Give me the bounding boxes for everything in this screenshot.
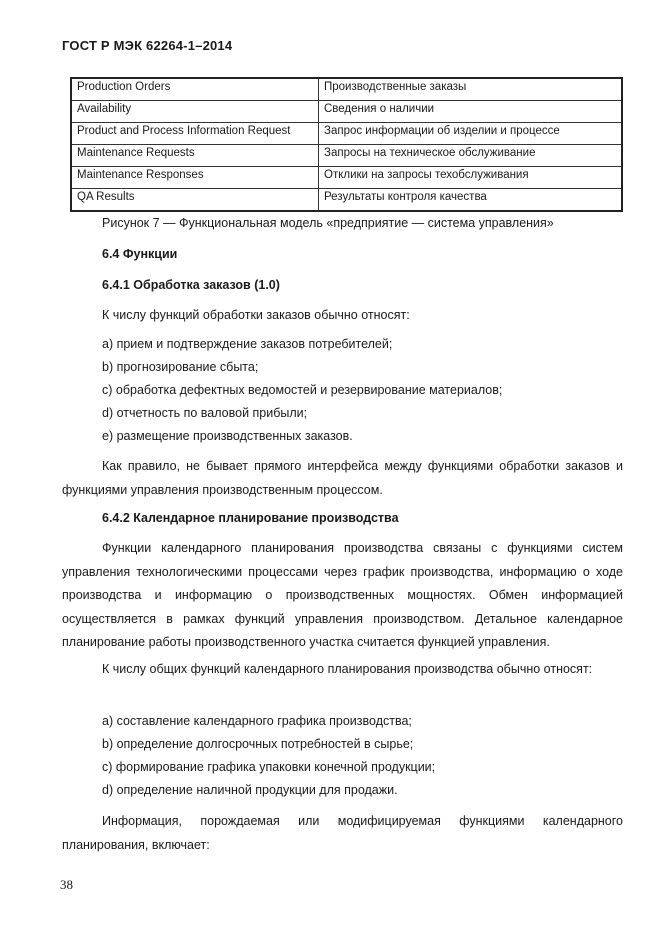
list-item: b) определение долгосрочных потребностей в сырье;: [102, 737, 414, 751]
subsection-heading-scheduling: 6.4.2 Календарное планирование производства: [102, 511, 399, 525]
list-item: d) отчетность по валовой прибыли;: [102, 406, 308, 420]
paragraph-scheduling-3: Информация, порождаемая или модифицируемая функциями календарного планирования, включает:: [62, 814, 623, 852]
table-row: [71, 123, 622, 145]
table-row: [71, 101, 622, 123]
terms-table: [70, 77, 623, 212]
table-cell-ru: Результаты контроля качества: [319, 189, 623, 212]
table-row: [71, 189, 622, 212]
subsection-heading-orders: 6.4.1 Обработка заказов (1.0): [102, 278, 280, 292]
page-number: 38: [60, 877, 73, 892]
list-item: a) составление календарного графика производства;: [102, 714, 412, 728]
table-row: [71, 145, 622, 167]
document-header-title: ГОСТ Р МЭК 62264-1–2014: [62, 38, 233, 53]
paragraph-note: Как правило, не бывает прямого интерфейса между функциями обработки заказов и функциями управления производственным процессом.: [62, 459, 623, 497]
table-cell-ru: Запрос информации об изделии и процессе: [319, 123, 623, 145]
list-item: a) прием и подтверждение заказов потребителей;: [102, 337, 393, 351]
paragraph-scheduling-1: Функции календарного планирования производства связаны с функциями систем управления технологическими процессами через график производства, информацию о ходе производства и информацию о производственных мощностях. Обмен информацией осуществляется в рамках функций управления производством. Детальное календарное планирование работы производственного участка считается функцией управления.: [62, 541, 623, 649]
list-item: d) определение наличной продукции для продажи.: [102, 783, 398, 797]
paragraph-intro: К числу функций обработки заказов обычно относят:: [102, 308, 410, 322]
list-item: c) обработка дефектных ведомостей и резервирование материалов;: [102, 383, 503, 397]
list-item: c) формирование графика упаковки конечной продукции;: [102, 760, 436, 774]
table-cell-ru: Сведения о наличии: [319, 101, 623, 123]
paragraph-scheduling-2: К числу общих функций календарного планирования производства обычно относят:: [102, 662, 593, 676]
table-row: [71, 167, 622, 189]
table-cell-en: Maintenance Requests: [71, 145, 319, 167]
table-cell-en: Availability: [71, 101, 319, 123]
table-cell-en: Product and Process Information Request: [71, 123, 319, 145]
list-item: e) размещение производственных заказов.: [102, 429, 353, 443]
section-heading: 6.4 Функции: [102, 247, 178, 261]
table-cell-en: Production Orders: [71, 78, 319, 101]
figure-caption: Рисунок 7 — Функциональная модель «предприятие — система управления»: [102, 216, 554, 230]
table-cell-en: QA Results: [71, 189, 319, 212]
list-item: b) прогнозирование сбыта;: [102, 360, 259, 374]
table-row: [71, 78, 622, 101]
table-cell-ru: Производственные заказы: [319, 78, 623, 101]
table-cell-ru: Отклики на запросы техобслуживания: [319, 167, 623, 189]
table-cell-ru: Запросы на техническое обслуживание: [319, 145, 623, 167]
table-cell-en: Maintenance Responses: [71, 167, 319, 189]
